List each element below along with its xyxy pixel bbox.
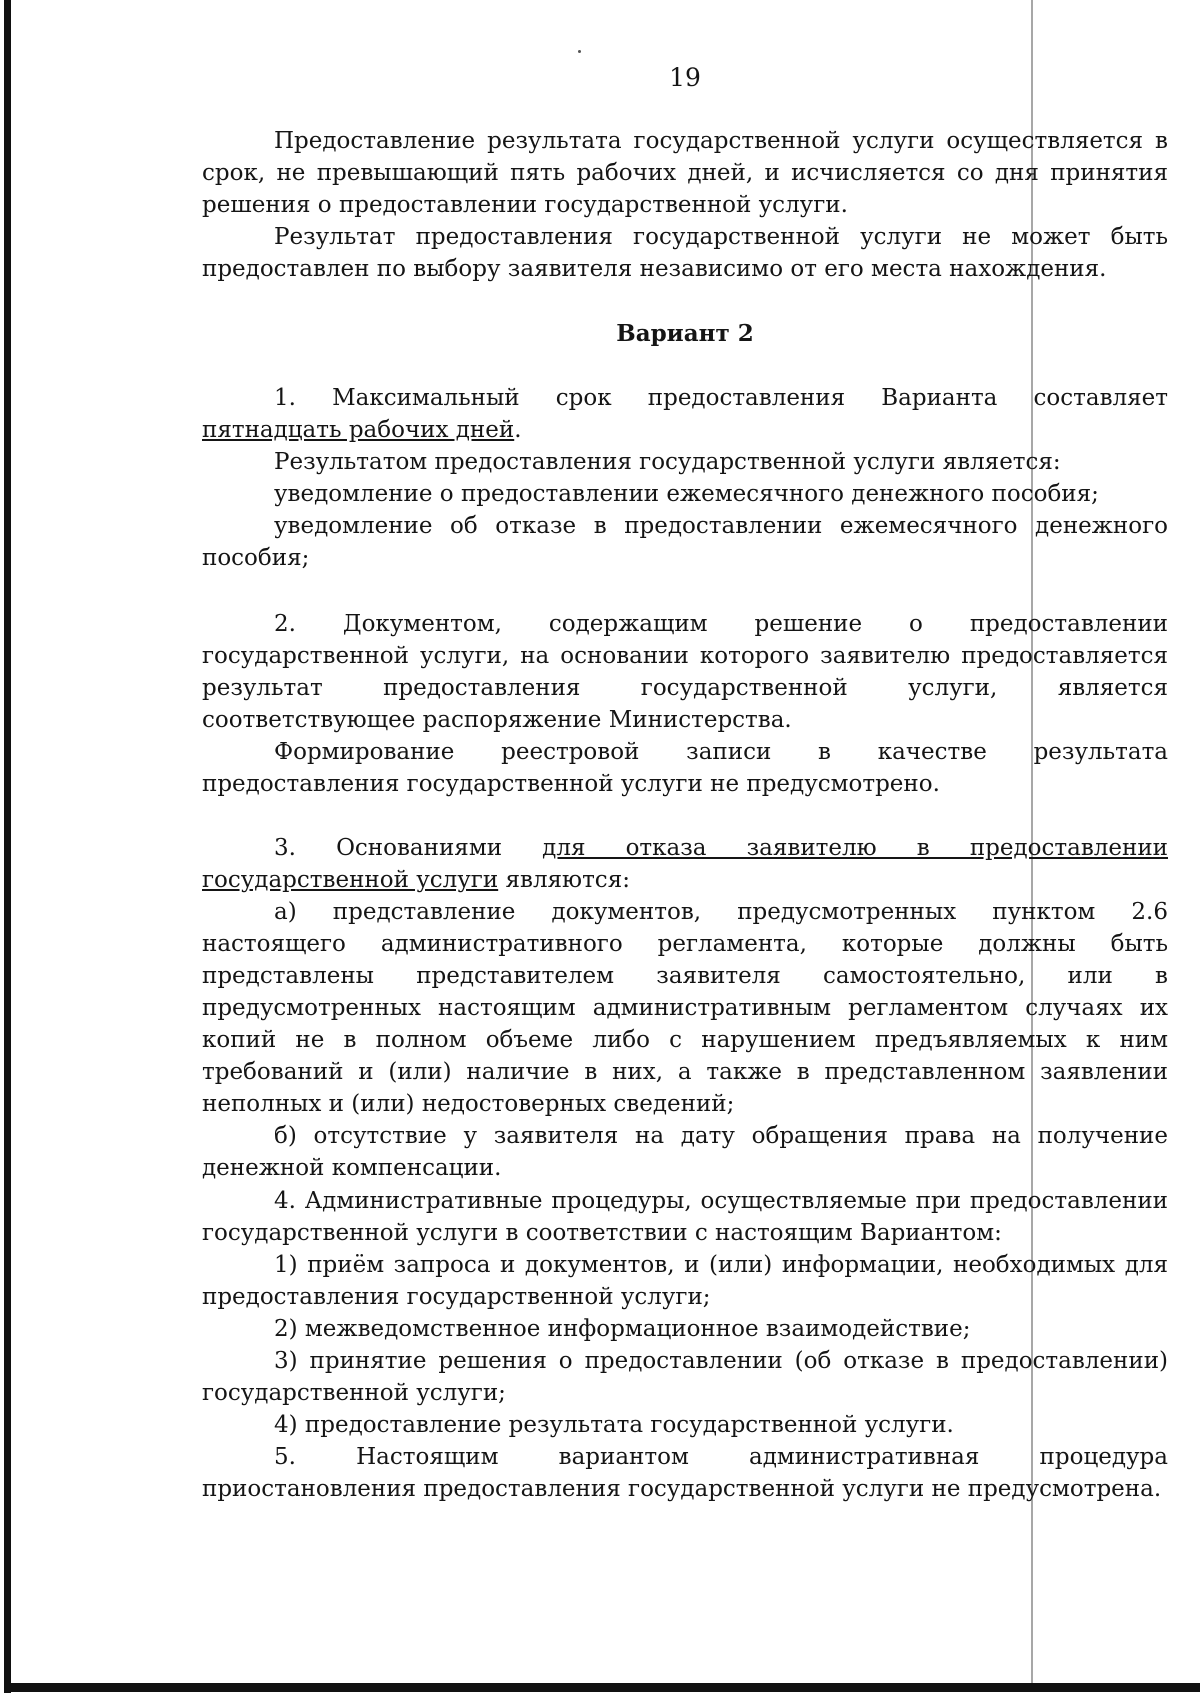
scan-border-bottom: [4, 1683, 1200, 1692]
page-number: 19: [669, 63, 701, 92]
intro-paragraph-1: Предоставление результата государственной услуги осуществляется в срок, не превышающий пять рабочих дней, и исчисляется со дня принятия решения о предоставлении государственной услуги.: [202, 128, 1168, 218]
section-1-deadline: пятнадцать рабочих дней: [202, 417, 515, 443]
section-4: [202, 1185, 1168, 1505]
variant-heading: Вариант 2: [616, 320, 754, 347]
section-3-paragraph-3: б) отсутствие у заявителя на дату обращения права на получение денежной компенсации.: [202, 1123, 1168, 1181]
section-1-paragraph-1: [202, 382, 1168, 446]
scan-speck: [578, 50, 581, 53]
section-4-item-4: 4) предоставление результата государственной услуги.: [274, 1412, 954, 1438]
section-3: [202, 832, 1168, 1184]
section-3-paragraph-1: [202, 832, 1168, 896]
section-3-lead: 3. Основаниями: [274, 835, 543, 861]
section-1-paragraph-2: Результатом предоставления государственной услуги является:: [274, 449, 1061, 475]
section-4-item-3: 3) принятие решения о предоставлении (об отказе в предоставлении) государственной услуги;: [202, 1348, 1168, 1406]
section-4-item-2: 2) межведомственное информационное взаимодействие;: [274, 1316, 971, 1342]
scan-border-left: [4, 0, 11, 1693]
section-4-item-1: 1) приём запроса и документов, и (или) информации, необходимых для предоставления государственной услуги;: [202, 1252, 1168, 1310]
section-3-grounds: для отказа заявителю в предоставлении государственной услуги: [202, 835, 1168, 893]
section-1-paragraph-4: уведомление об отказе в предоставлении ежемесячного денежного пособия;: [202, 513, 1168, 571]
section-3-paragraph-2: а) представление документов, предусмотренных пунктом 2.6 настоящего административного регламента, которые должны быть представлены представителем заявителя самостоятельно, или в предусмотренных настоящим административным регламентом случаях их копий не в полном объеме либо с нарушением предъявляемых к ним требований и (или) наличие в них, а также в представленном заявлении неполных и (или) недостоверных сведений;: [202, 899, 1168, 1117]
section-5-paragraph-1: 5. Настоящим вариантом административная процедура приостановления предоставления государственной услуги не предусмотрена.: [202, 1444, 1168, 1502]
section-1: [202, 382, 1168, 574]
intro-paragraph-2: Результат предоставления государственной услуги не может быть предоставлен по выбору заявителя независимо от его места нахождения.: [202, 224, 1168, 282]
section-3-end: являются:: [498, 867, 630, 893]
variant-heading-block: [202, 318, 1168, 350]
section-1-end: .: [514, 417, 522, 443]
section-4-paragraph-1: 4. Административные процедуры, осуществляемые при предоставлении государственной услуги в соответствии с настоящим Вариантом:: [202, 1188, 1168, 1246]
section-2: [202, 608, 1168, 800]
section-2-paragraph-2: Формирование реестровой записи в качестве результата предоставления государственной услуги не предусмотрено.: [202, 739, 1168, 797]
section-1-lead: 1. Максимальный срок предоставления Варианта составляет: [274, 385, 1168, 411]
section-2-paragraph-1: 2. Документом, содержащим решение о предоставлении государственной услуги, на основании которого заявителю предоставляется результат предоставления государственной услуги, является соответствующее распоряжение Министерства.: [202, 611, 1168, 733]
section-1-paragraph-3: уведомление о предоставлении ежемесячного денежного пособия;: [274, 481, 1099, 507]
intro-block: [202, 125, 1168, 285]
